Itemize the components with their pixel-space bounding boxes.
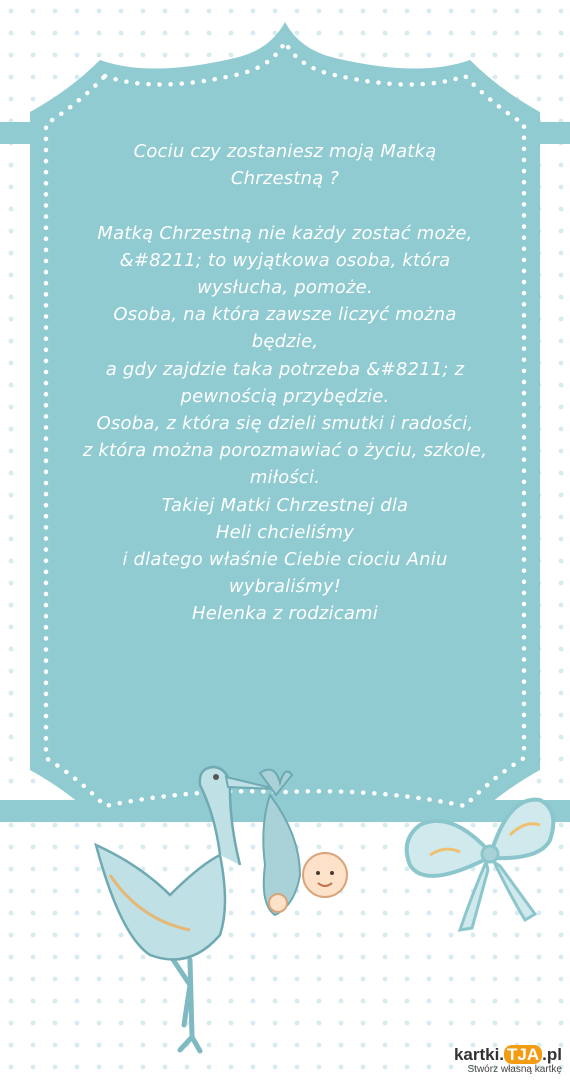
stork-icon <box>80 755 380 1065</box>
logo-wordmark <box>454 1046 562 1064</box>
message-line: z która można porozmawiać o życiu, szkole, <box>82 440 488 462</box>
message-line: i dlatego właśnie Ciebie ciociu Aniu <box>122 549 448 571</box>
logo-tagline: Stwórz własną kartkę <box>467 1064 562 1075</box>
logo-suffix: .pl <box>542 1045 562 1064</box>
card-message <box>50 138 520 628</box>
message-line: Heli chcieliśmy <box>215 521 355 543</box>
message-line: pewnością przybędzie. <box>180 385 390 407</box>
bow-icon <box>400 780 560 940</box>
message-line: Osoba, z która się dzieli smutki i radości, <box>96 413 474 435</box>
message-line: Cociu czy zostaniesz moją Matką <box>133 141 437 162</box>
message-line: Takiej Matki Chrzestnej dla <box>161 494 409 516</box>
message-line: miłości. <box>249 467 321 489</box>
message-line: wysłucha, pomoże. <box>197 277 373 298</box>
message-line: wybraliśmy! <box>228 576 342 598</box>
message-line: będzie, <box>251 331 319 353</box>
message-line: Helenka z rodzicami <box>192 603 378 625</box>
message-line: &#8211; to wyjątkowa osoba, która <box>119 249 451 271</box>
message-line: Matką Chrzestną nie każdy zostać może, <box>97 222 473 244</box>
message-line: Osoba, na która zawsze liczyć można <box>113 304 457 326</box>
message-line <box>50 192 520 219</box>
logo-accent: TJA <box>504 1045 542 1064</box>
message-line: Chrzestną ? <box>230 168 340 190</box>
site-logo[interactable] <box>454 1046 562 1076</box>
message-line: a gdy zajdzie taka potrzeba &#8211; z <box>105 358 465 380</box>
logo-prefix: kartki. <box>453 1045 505 1064</box>
